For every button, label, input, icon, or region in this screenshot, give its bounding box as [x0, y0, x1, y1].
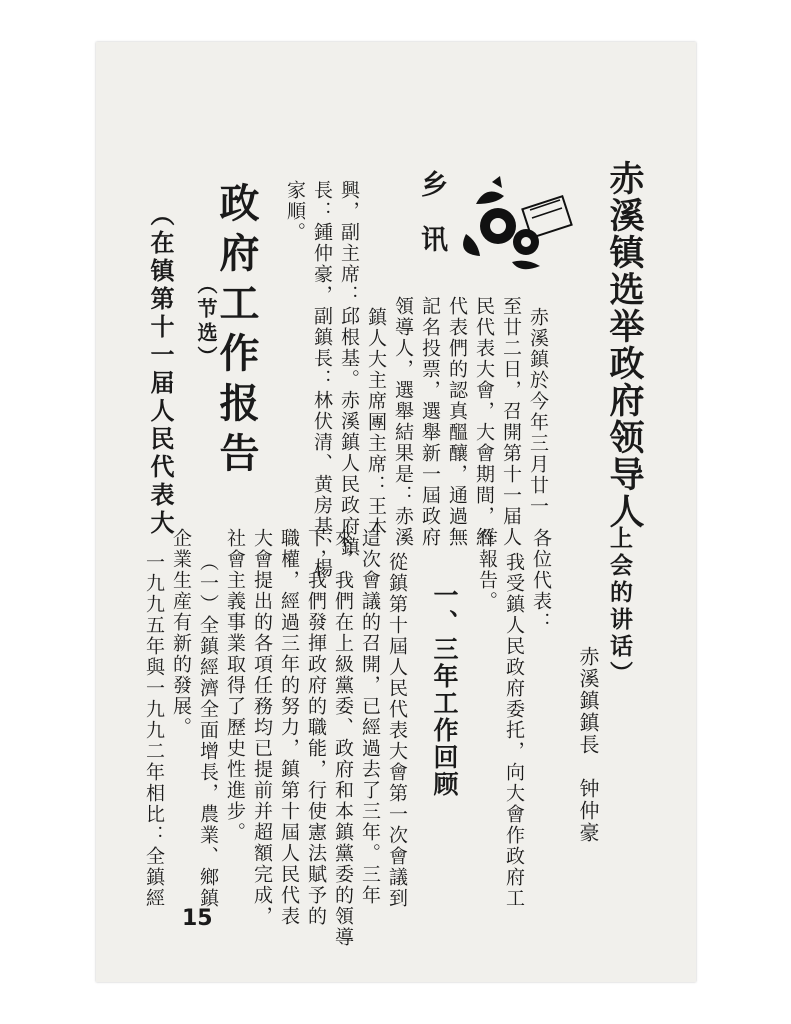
news-line: 赤溪鎮於今年三月廿一: [527, 307, 549, 517]
subsection-line: 企業生産有新的發展。: [170, 528, 192, 738]
intro-line: 我受鎮人民政府委托，向大會作政府工: [503, 552, 525, 909]
subsection-line: 一九九五年與一九九二年相比：全鎮經: [143, 552, 165, 909]
news-headline: 赤溪镇选举政府领导人: [604, 160, 644, 530]
section-line: 這次會議的召開，已經過去了三年。三年: [359, 528, 381, 906]
section-line: 從鎮第十屆人民代表大會第一次會議到: [386, 552, 408, 909]
page-number: 15: [182, 906, 213, 931]
speaker-credit: 赤溪鎮鎮長 钟仲豪: [576, 646, 600, 844]
section-line: 社會主義事業取得了歷史性進步。: [224, 528, 246, 843]
intro-line: 各位代表：: [530, 528, 552, 633]
section-line: 來，我們在上級黨委、政府和本鎮黨委的領導: [332, 528, 354, 948]
intro-line: 作報告。: [476, 528, 498, 612]
news-line: 記名投票，選舉新一屆政府: [419, 296, 441, 548]
news-line: 興，副主席：邱根基。赤溪鎮人民政府鎮: [338, 180, 360, 558]
flower-envelope-emblem: [456, 174, 576, 274]
news-line: 長：鍾仲豪，副鎮長：林伏清、黄房基、楊: [311, 180, 333, 579]
scanned-page: [96, 42, 696, 982]
news-line: 家順。: [284, 180, 306, 243]
news-column-label: 乡讯: [416, 170, 447, 280]
occasion-line-continued: 上会的讲话）: [606, 526, 633, 688]
occasion-line: （在镇第十一届人民代表大: [146, 202, 175, 538]
news-line: 代表們的認真醞釀，通過無: [446, 296, 468, 548]
news-line: 鎮人大主席團主席：王木: [365, 307, 387, 538]
speech-subtitle: （节选）: [194, 274, 218, 370]
news-line: 民代表大會，大會期間，經: [473, 296, 495, 548]
section-line: 下，我們發揮政府的職能，行使憲法賦予的: [305, 528, 327, 927]
news-line: 領導人，選舉結果是：赤溪: [392, 296, 414, 548]
news-line: 至廿二日，召開第十一届人: [500, 296, 522, 548]
speech-title: 政府工作报告: [213, 182, 260, 482]
section-line: 職權，經過三年的努力，鎮第十屆人民代表: [278, 528, 300, 927]
subsection-heading: （一）全鎮經濟全面增長，農業、鄉鎮: [197, 552, 219, 909]
section-heading: 一、三年工作回顾: [430, 582, 459, 798]
section-line: 大會提出的各項任務均已提前并超額完成，: [251, 528, 273, 927]
